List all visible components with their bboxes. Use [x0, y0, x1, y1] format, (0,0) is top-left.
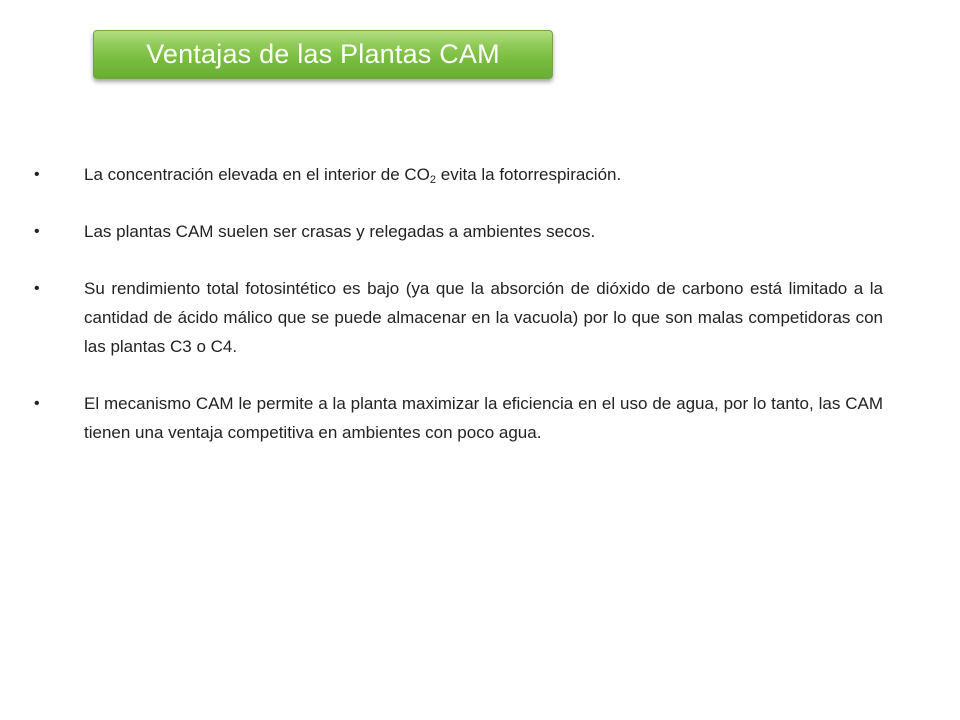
bullet-item-crasas: • Las plantas CAM suelen ser crasas y relegadas a ambientes secos.: [84, 217, 883, 246]
bullet-text-co2-after: evita la fotorrespiración.: [436, 165, 622, 184]
bullet-item-co2: [84, 160, 883, 189]
bullet-item-rendimiento: • Su rendimiento total fotosintético es bajo (ya que la absorción de dióxido de carbono está limitado a la cantidad de ácido málico que se puede almacenar en la vacuola) por lo que son malas competidoras con las plantas C3 o C4.: [84, 274, 883, 361]
slide-title: Ventajas de las Plantas CAM: [146, 39, 500, 69]
bullet-item-mecanismo: • El mecanismo CAM le permite a la planta maximizar la eficiencia en el uso de agua, por lo tanto, las CAM tienen una ventaja competitiva en ambientes con poco agua.: [84, 389, 883, 447]
slide-title-banner: [93, 30, 553, 79]
co2-subscript: 2: [429, 174, 437, 186]
bullet-text-co2-before: La concentración elevada en el interior de CO: [84, 165, 430, 184]
bullet-list: [84, 160, 883, 475]
